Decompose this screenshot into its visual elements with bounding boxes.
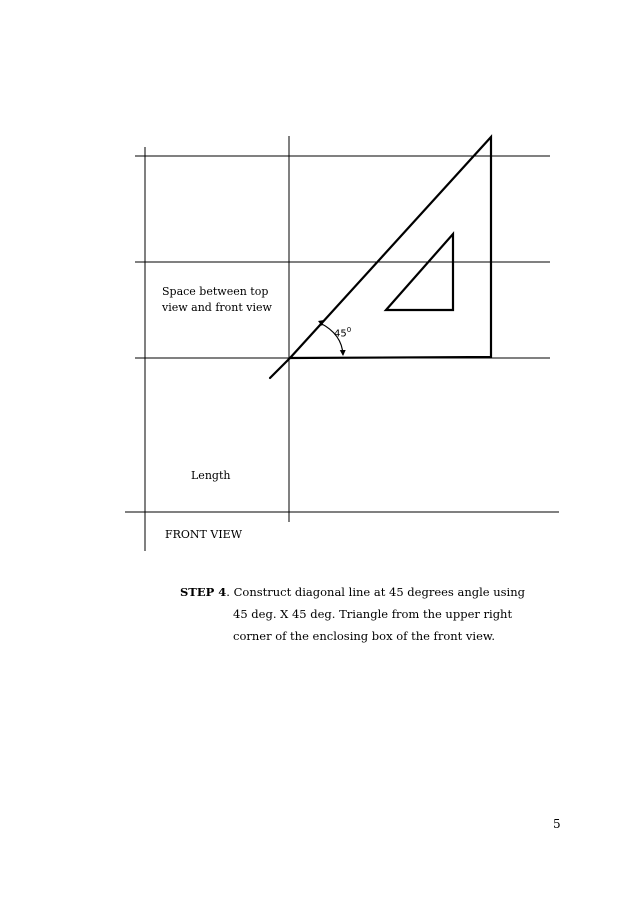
triangle-outer bbox=[290, 137, 491, 358]
step-line-2: 45 deg. X 45 deg. Triangle from the upper right bbox=[233, 607, 513, 621]
angle-unit: 0 bbox=[346, 326, 352, 334]
step-line-3: corner of the enclosing box of the front view. bbox=[233, 629, 496, 643]
step-instructions bbox=[180, 581, 580, 647]
label-length: Length bbox=[191, 469, 231, 482]
step-text-1: . Construct diagonal line at 45 degrees angle using bbox=[226, 585, 526, 599]
step-line-1 bbox=[180, 581, 580, 603]
label-angle bbox=[334, 322, 351, 342]
label-space-line1: Space between top bbox=[162, 285, 269, 298]
step-number: STEP 4 bbox=[180, 585, 227, 599]
angle-value: 45 bbox=[334, 328, 347, 340]
diagonal-extension bbox=[270, 358, 290, 378]
label-space-line2: view and front view bbox=[162, 301, 272, 314]
set-square-triangle bbox=[270, 137, 491, 378]
label-front-view: FRONT VIEW bbox=[165, 528, 243, 541]
page-number: 5 bbox=[553, 817, 561, 831]
label-space-between-views bbox=[162, 284, 272, 316]
triangle-inner bbox=[386, 234, 453, 310]
